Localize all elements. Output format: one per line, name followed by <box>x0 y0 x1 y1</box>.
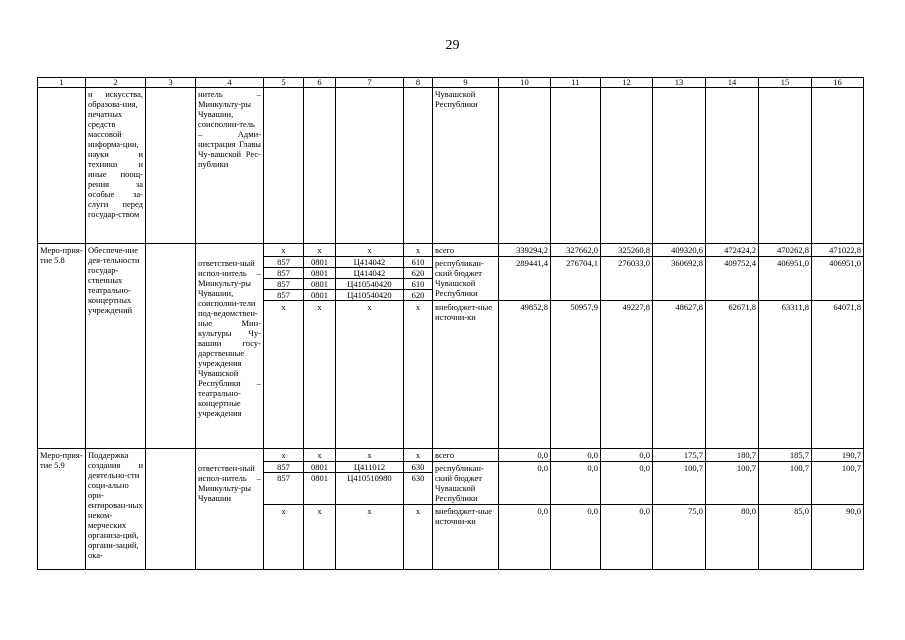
header-cell: 10 <box>499 78 551 88</box>
cont-label-cell <box>38 88 86 244</box>
empty-cell <box>146 244 196 449</box>
m58-eb-value: 64071,8 <box>812 301 864 449</box>
m58-total-c6: х <box>304 244 336 257</box>
code-value: 620 <box>404 268 432 279</box>
m58-total-value: 409320,6 <box>653 244 706 257</box>
code-value: 857 <box>277 473 290 483</box>
header-cell: 14 <box>706 78 759 88</box>
m59-rb-value: 100,7 <box>653 462 706 505</box>
empty-cell <box>759 88 812 244</box>
m58-eb-value: 48627,8 <box>653 301 706 449</box>
m58-rb-value: 360692,8 <box>653 257 706 301</box>
m58-rb-value: 276704,1 <box>551 257 601 301</box>
code-value: 857 <box>264 462 303 473</box>
m58-rb-value: 276033,0 <box>601 257 653 301</box>
m58-total-c5: х <box>264 244 304 257</box>
budget-table <box>37 77 864 570</box>
m59-eb-value: 80,0 <box>706 505 759 570</box>
header-cell: 8 <box>404 78 433 88</box>
empty-cell <box>196 244 264 257</box>
cont-name-cell: и искусства, образова-ния, печатных средств массовой информа-ции, науки и техники и иные поощ-рения за особые за-слуги перед государ-ством <box>86 88 146 244</box>
header-cell: 11 <box>551 78 601 88</box>
header-cell: 4 <box>196 78 264 88</box>
m59-eb-value: 0,0 <box>499 505 551 570</box>
m58-rb-source: республикан-ский бюджет Чувашской Республики <box>433 257 499 301</box>
cont-source-cell: Чувашской Республики <box>433 88 499 244</box>
code-value: 0801 <box>304 279 335 290</box>
code-value: 0801 <box>304 462 335 473</box>
header-cell: 5 <box>264 78 304 88</box>
m59-name: Поддержка создания и деятельно-сти соци-ально ори-ентирован-ных неком-мерческих организа-ций, органи-заций, ока- <box>86 449 146 570</box>
code-value: 857 <box>264 257 303 268</box>
m59-eb-source: внебюджет-ные источни-ки <box>433 505 499 570</box>
m59-eb-c7: х <box>336 505 404 570</box>
m58-eb-c6: х <box>304 301 336 449</box>
header-cell: 2 <box>86 78 146 88</box>
m59-rb-value: 0,0 <box>601 462 653 505</box>
m59-total-c8: х <box>404 449 433 462</box>
m59-total-c7: х <box>336 449 404 462</box>
header-cell: 1 <box>38 78 86 88</box>
m58-total-c8: х <box>404 244 433 257</box>
empty-cell <box>146 88 196 244</box>
m58-eb-value: 63311,8 <box>759 301 812 449</box>
empty-cell <box>304 88 336 244</box>
empty-cell <box>336 88 404 244</box>
m58-name: Обеспече-ние дея-тельности государ-ственных театрально-концертных учреждений <box>86 244 146 449</box>
m59-eb-c6: х <box>304 505 336 570</box>
header-cell: 15 <box>759 78 812 88</box>
m59-total-value: 0,0 <box>499 449 551 462</box>
m59-total-c5: х <box>264 449 304 462</box>
m58-total-value: 327662,0 <box>551 244 601 257</box>
empty-cell <box>196 449 264 462</box>
m58-total-value: 471022,8 <box>812 244 864 257</box>
m59-rb-source: республикан-ский бюджет Чувашской Республики <box>433 462 499 505</box>
m59-total-value: 0,0 <box>551 449 601 462</box>
m59-row-total <box>38 449 864 462</box>
page-number: 29 <box>445 38 460 53</box>
m59-rb-c8 <box>404 462 433 505</box>
m58-resp: ответствен-ный испол-нитель – Минкульту-ры Чувашии, соисполни-тели под-ведомствен-ные Мин-культуры Чу-вашии госу-дарственные учреждения Чувашской Республики – театрально-концертные учреждения <box>196 257 264 449</box>
m59-total-value: 175,7 <box>653 449 706 462</box>
empty-cell <box>264 88 304 244</box>
code-value: 857 <box>277 290 290 300</box>
continuation-row <box>38 88 864 244</box>
code-value: Ц410540420 <box>336 279 403 290</box>
m58-total-source: всего <box>433 244 499 257</box>
m58-label: Меро-прия-тие 5.8 <box>38 244 86 449</box>
m58-rb-value: 406951,0 <box>812 257 864 301</box>
code-value: 620 <box>411 290 425 300</box>
empty-cell <box>653 88 706 244</box>
m59-total-value: 0,0 <box>601 449 653 462</box>
m59-eb-value: 75,0 <box>653 505 706 570</box>
header-cell: 12 <box>601 78 653 88</box>
code-value: Ц414042 <box>336 268 403 279</box>
m58-eb-source: внебюджет-ные источни-ки <box>433 301 499 449</box>
m58-total-value: 339294,2 <box>499 244 551 257</box>
m58-eb-c7: х <box>336 301 404 449</box>
m59-rb-value: 100,7 <box>759 462 812 505</box>
cont-resp-cell: нитель – Минкульту-ры Чувашии, соисполни-тель – Адми-нистрация Главы Чу-вашской Рес-публики <box>196 88 264 244</box>
code-value: Ц410540420 <box>347 290 392 300</box>
code-value: 857 <box>264 279 303 290</box>
m59-total-c6: х <box>304 449 336 462</box>
m58-rb-value: 289441,4 <box>499 257 551 301</box>
header-cell: 9 <box>433 78 499 88</box>
code-value: 0801 <box>311 290 328 300</box>
code-value: Ц411012 <box>336 462 403 473</box>
code-value: 0801 <box>304 268 335 279</box>
code-value: 857 <box>264 268 303 279</box>
m59-resp: ответствен-ный испол-нитель – Минкульту-ры Чувашии <box>196 462 264 570</box>
m59-rb-value: 100,7 <box>812 462 864 505</box>
m58-eb-c5: х <box>264 301 304 449</box>
m58-total-value: 325260,8 <box>601 244 653 257</box>
code-value: 610 <box>404 257 432 268</box>
empty-cell <box>499 88 551 244</box>
m59-label: Меро-прия-тие 5.9 <box>38 449 86 570</box>
m59-eb-value: 85,0 <box>759 505 812 570</box>
m59-rb-c6 <box>304 462 336 505</box>
empty-cell <box>404 88 433 244</box>
m58-rb-c5 <box>264 257 304 301</box>
code-value: 630 <box>404 462 432 473</box>
empty-cell <box>812 88 864 244</box>
m59-eb-c5: х <box>264 505 304 570</box>
header-row <box>38 78 864 88</box>
m59-total-source: всего <box>433 449 499 462</box>
m59-total-value: 190,7 <box>812 449 864 462</box>
code-value: Ц410510980 <box>347 473 392 483</box>
m58-rb-c6 <box>304 257 336 301</box>
m59-eb-value: 90,0 <box>812 505 864 570</box>
m59-rb-value: 100,7 <box>706 462 759 505</box>
code-value: 0801 <box>304 257 335 268</box>
code-value: 610 <box>404 279 432 290</box>
m58-total-value: 470262,8 <box>759 244 812 257</box>
m59-total-value: 180,7 <box>706 449 759 462</box>
m59-eb-value: 0,0 <box>551 505 601 570</box>
code-value: 0801 <box>311 473 328 483</box>
header-cell: 6 <box>304 78 336 88</box>
m58-eb-value: 62671,8 <box>706 301 759 449</box>
code-value: 630 <box>411 473 425 483</box>
m58-total-value: 472424,2 <box>706 244 759 257</box>
m58-eb-value: 50957,9 <box>551 301 601 449</box>
m58-total-c7: х <box>336 244 404 257</box>
m59-rb-c7 <box>336 462 404 505</box>
header-cell: 3 <box>146 78 196 88</box>
m58-rb-value: 409752,4 <box>706 257 759 301</box>
m58-rb-c8 <box>404 257 433 301</box>
m59-eb-c8: х <box>404 505 433 570</box>
m58-eb-c8: х <box>404 301 433 449</box>
empty-cell <box>706 88 759 244</box>
m58-eb-value: 49852,8 <box>499 301 551 449</box>
code-value: Ц414042 <box>336 257 403 268</box>
m58-eb-value: 49227,8 <box>601 301 653 449</box>
empty-cell <box>601 88 653 244</box>
m59-total-value: 185,7 <box>759 449 812 462</box>
m58-row-total <box>38 244 864 257</box>
m58-rb-value: 406951,0 <box>759 257 812 301</box>
m59-rb-value: 0,0 <box>499 462 551 505</box>
header-cell: 7 <box>336 78 404 88</box>
empty-cell <box>146 449 196 570</box>
header-cell: 13 <box>653 78 706 88</box>
m59-eb-value: 0,0 <box>601 505 653 570</box>
empty-cell <box>551 88 601 244</box>
header-cell: 16 <box>812 78 864 88</box>
m59-rb-value: 0,0 <box>551 462 601 505</box>
m58-rb-c7 <box>336 257 404 301</box>
m59-rb-c5 <box>264 462 304 505</box>
